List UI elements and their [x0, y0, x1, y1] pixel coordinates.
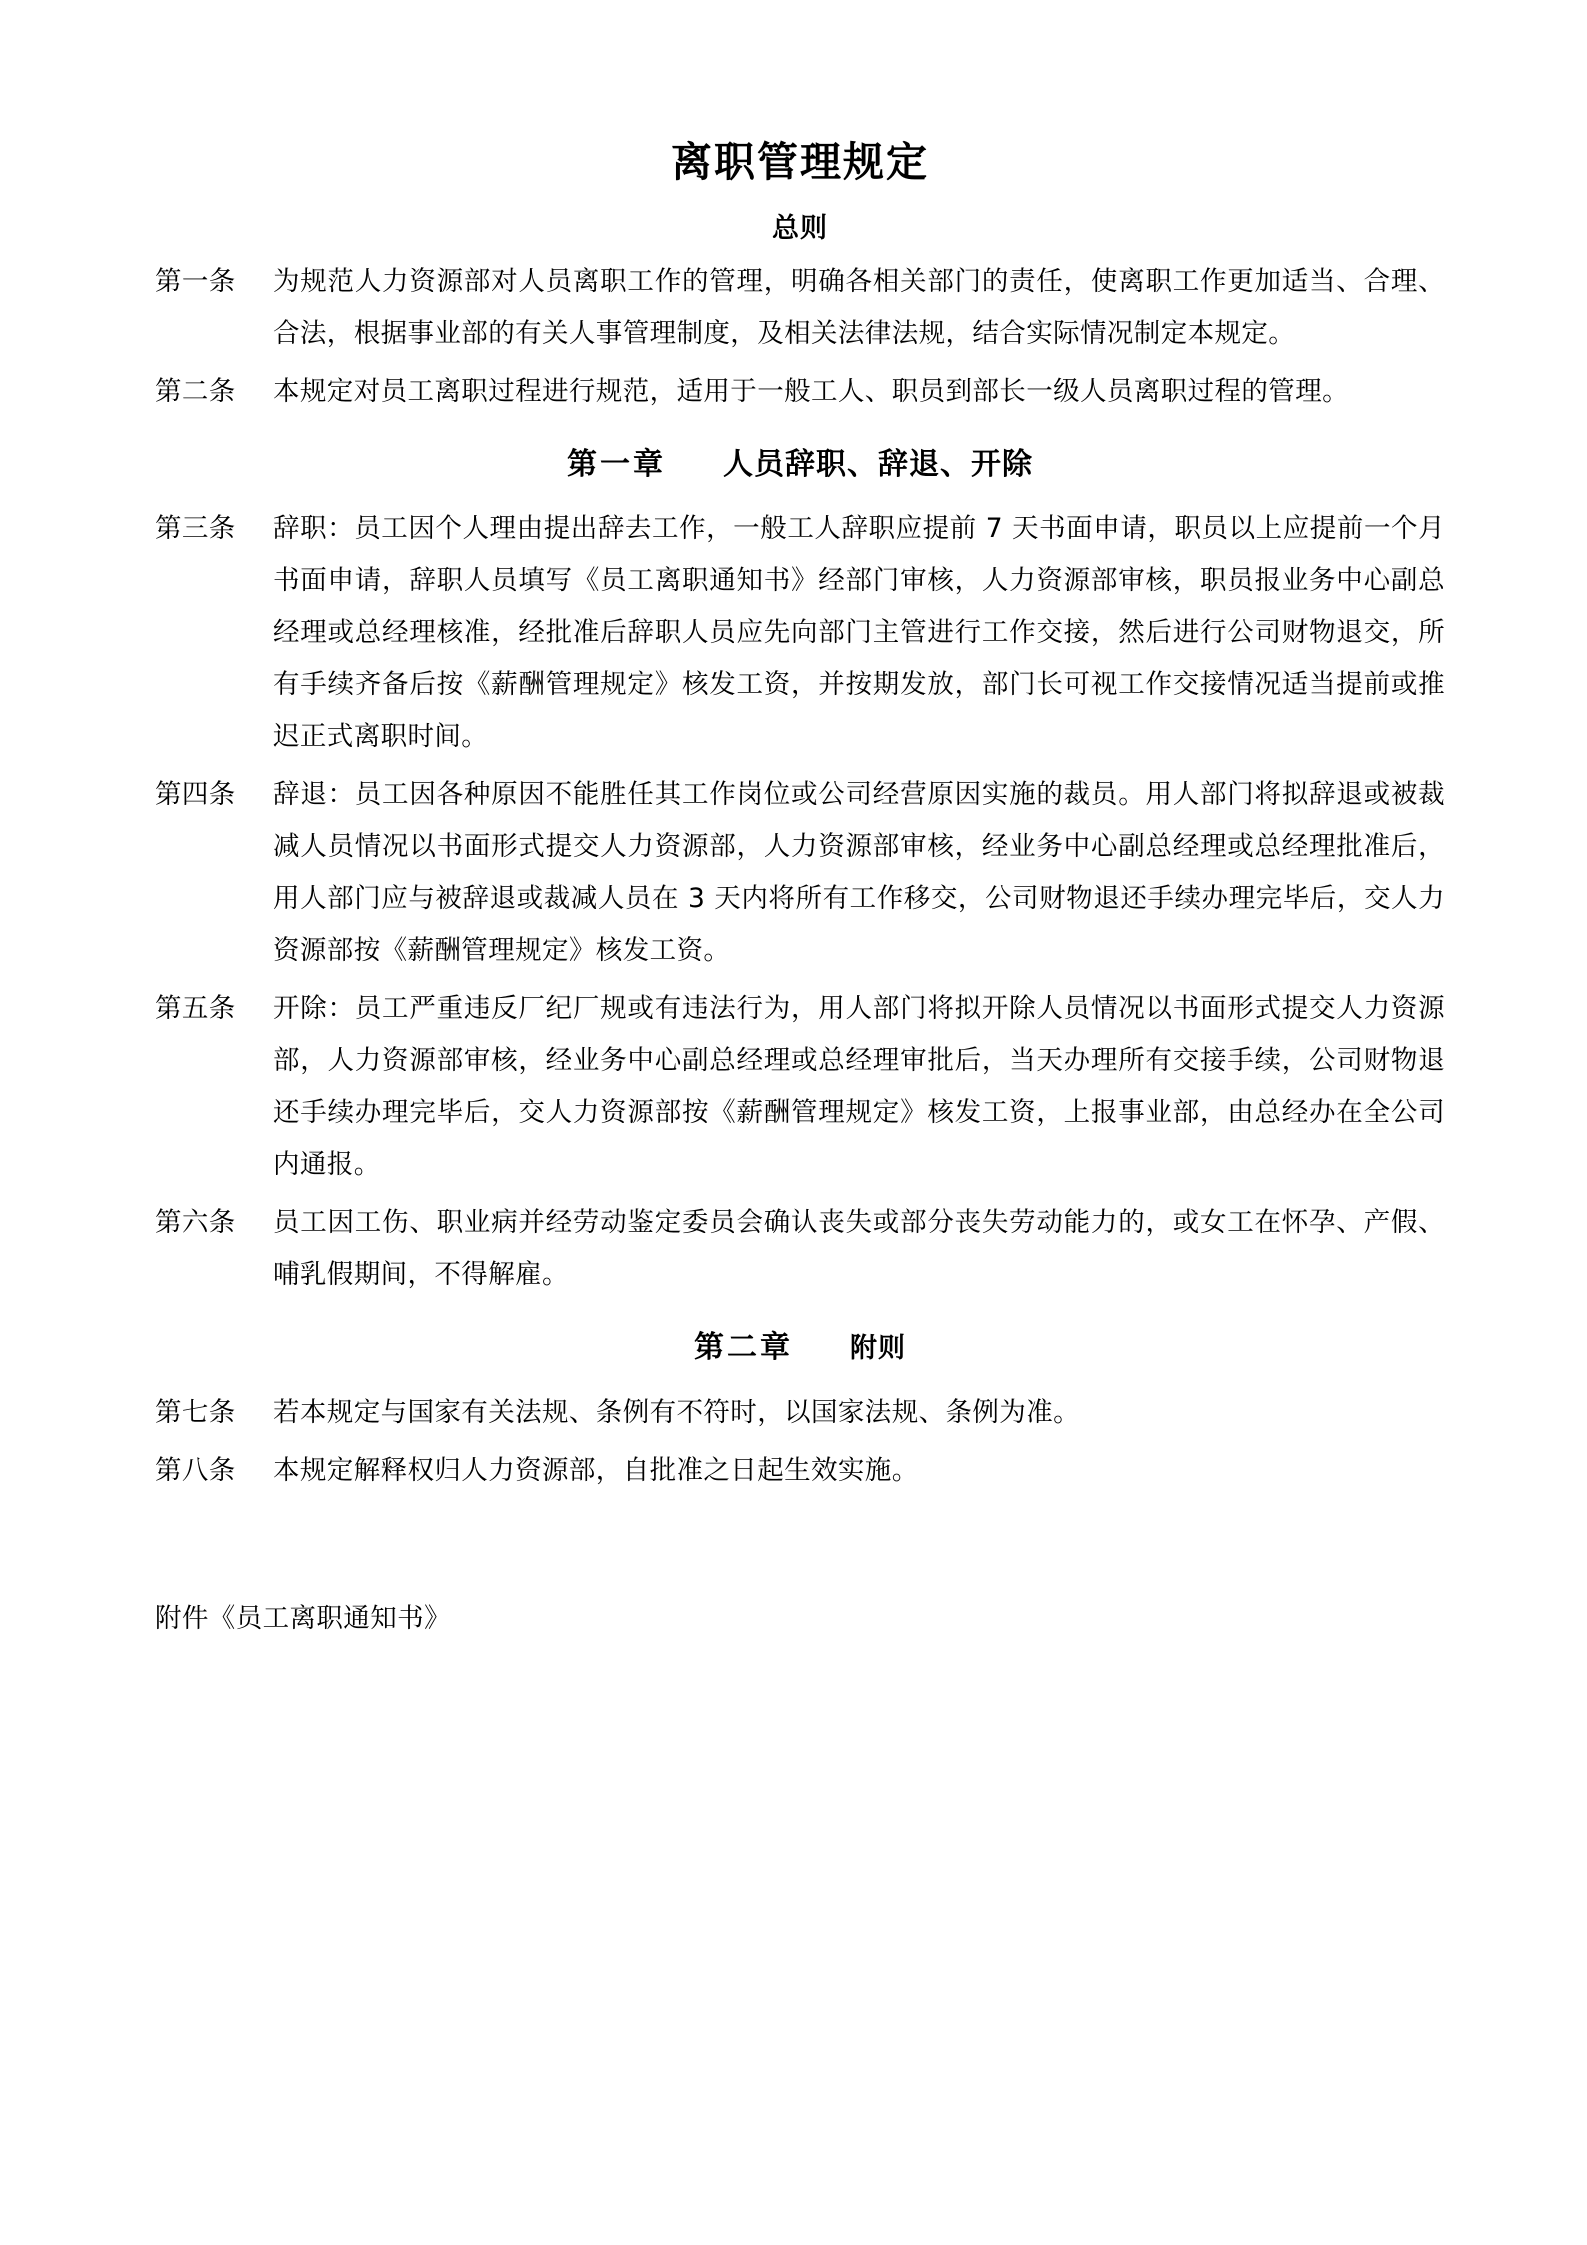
article-label: 第七条 — [155, 1396, 236, 1428]
article-body: 本规定解释权归人力资源部，自批准之日起生效实施。 — [273, 1454, 919, 1486]
article-body: 本规定对员工离职过程进行规范，适用于一般工人、职员到部长一级人员离职过程的管理。 — [273, 375, 1349, 407]
article-item — [155, 493, 1445, 763]
document-title: 离职管理规定 — [671, 138, 929, 186]
article-item — [155, 763, 1445, 977]
article-item — [155, 360, 1445, 418]
attachment-note: 附件《员工离职通知书》 — [155, 1602, 451, 1634]
article-item — [155, 1377, 1445, 1439]
article-label: 第二条 — [155, 375, 236, 407]
chapter-number: 第二章 — [694, 1330, 794, 1366]
article-label: 第一条 — [155, 265, 236, 297]
article-body: 辞退：员工因各种原因不能胜任其工作岗位或公司经营原因实施的裁员。用人部门将拟辞退或被裁减人员情况以书面形式提交人力资源部，人力资源部审核，经业务中心副总经理或总经理批准后，用人部门应与被辞退或裁减人员在 3 天内将所有工作移交，公司财物退还手续办理完毕后，交人力资源部按《薪酬管理规定》核发工资。 — [273, 779, 1445, 967]
chapter-name: 人员辞职、辞退、开除 — [722, 446, 1033, 482]
article-body: 辞职：员工因个人理由提出辞去工作，一般工人辞职应提前 7 天书面申请，职员以上应提前一个月书面申请，辞职人员填写《员工离职通知书》经部门审核，人力资源部审核，职员报业务中心副总经理或总经理核准，经批准后辞职人员应先向部门主管进行工作交接，然后进行公司财物退交，所有手续齐备后按《薪酬管理规定》核发工资，并按期发放，部门长可视工作交接情况适当提前或推迟正式离职时间。 — [273, 513, 1445, 753]
article-label: 第五条 — [155, 993, 236, 1025]
article-item — [155, 1439, 1445, 1497]
chapter-heading — [155, 418, 1445, 494]
document-subtitle: 总则 — [772, 213, 828, 245]
document-content — [155, 0, 1445, 1645]
chapter-name: 附则 — [849, 1333, 906, 1365]
article-label: 第三条 — [155, 513, 236, 545]
article-item — [155, 246, 1445, 360]
article-label: 第六条 — [155, 1207, 236, 1239]
article-item — [155, 1191, 1445, 1301]
article-item — [155, 977, 1445, 1191]
article-body: 若本规定与国家有关法规、条例有不符时，以国家法规、条例为准。 — [273, 1396, 1080, 1428]
article-body: 为规范人力资源部对人员离职工作的管理，明确各相关部门的责任，使离职工作更加适当、合理、合法，根据事业部的有关人事管理制度，及相关法律法规，结合实际情况制定本规定。 — [273, 265, 1445, 349]
chapter-number: 第一章 — [567, 446, 667, 482]
article-label: 第四条 — [155, 779, 236, 811]
article-body: 开除：员工严重违反厂纪厂规或有违法行为，用人部门将拟开除人员情况以书面形式提交人力资源部，人力资源部审核，经业务中心副总经理或总经理审批后，当天办理所有交接手续，公司财物退还手续办理完毕后，交人力资源部按《薪酬管理规定》核发工资，上报事业部，由总经办在全公司内通报。 — [273, 993, 1445, 1181]
article-label: 第八条 — [155, 1454, 236, 1486]
article-body: 员工因工伤、职业病并经劳动鉴定委员会确认丧失或部分丧失劳动能力的，或女工在怀孕、产假、哺乳假期间，不得解雇。 — [273, 1207, 1445, 1291]
chapter-heading — [155, 1301, 1445, 1377]
